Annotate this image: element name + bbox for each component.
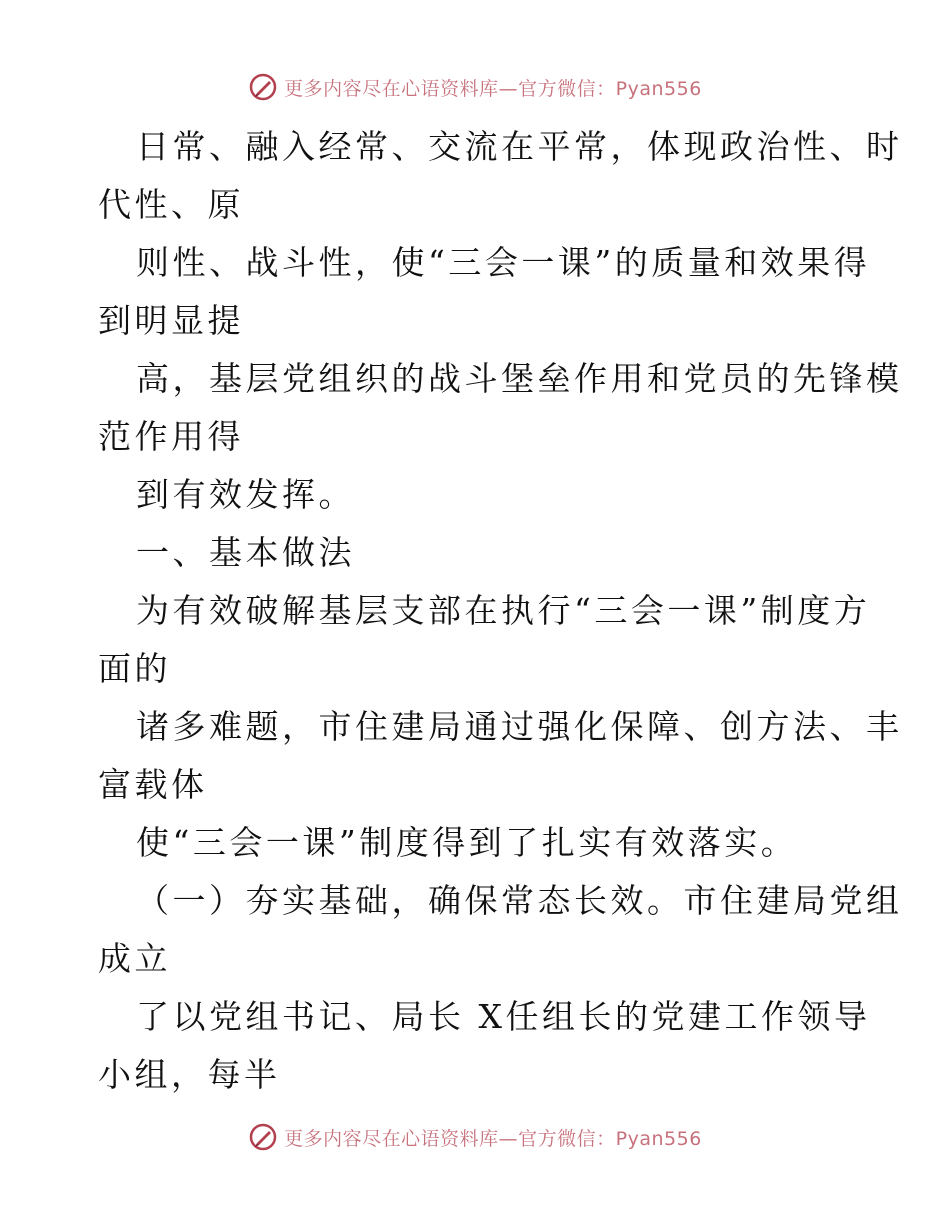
text-line: 高，基层党组织的战斗堡垒作用和党员的先锋模: [136, 359, 903, 398]
text-line: 成立: [98, 939, 171, 978]
text-line: 了以党组书记、局长 X任组长的党建工作领导: [136, 997, 871, 1036]
text-line: 代性、原: [98, 185, 244, 224]
text-line: 富载体: [98, 765, 208, 804]
text-line: 到明显提: [98, 301, 244, 340]
text-line: 则性、战斗性，使“三会一课”的质量和效果得: [136, 243, 871, 282]
text-line: 使“三会一课”制度得到了扎实有效落实。: [136, 823, 798, 862]
footer-watermark: [0, 1122, 950, 1152]
header-watermark: [0, 72, 950, 102]
text-line: 范作用得: [98, 417, 244, 456]
watermark-text: 更多内容尽在心语资料库—官方微信：Pyan556: [284, 77, 702, 100]
watermark-text: 更多内容尽在心语资料库—官方微信：Pyan556: [284, 1127, 702, 1150]
text-line: 一、基本做法: [136, 533, 355, 572]
text-line: 为有效破解基层支部在执行“三会一课”制度方: [136, 591, 871, 630]
text-line: （一）夯实基础，确保常态长效。市住建局党组: [136, 881, 903, 920]
text-line: 日常、融入经常、交流在平常，体现政治性、时: [136, 127, 903, 166]
text-line: 面的: [98, 649, 171, 688]
text-line: 诸多难题，市住建局通过强化保障、创方法、丰: [136, 707, 903, 746]
document-body: [0, 118, 950, 1104]
pen-logo-icon: [248, 1122, 278, 1152]
text-line: 到有效发挥。: [136, 475, 355, 514]
text-line: 小组，每半: [98, 1055, 281, 1094]
pen-logo-icon: [248, 72, 278, 102]
